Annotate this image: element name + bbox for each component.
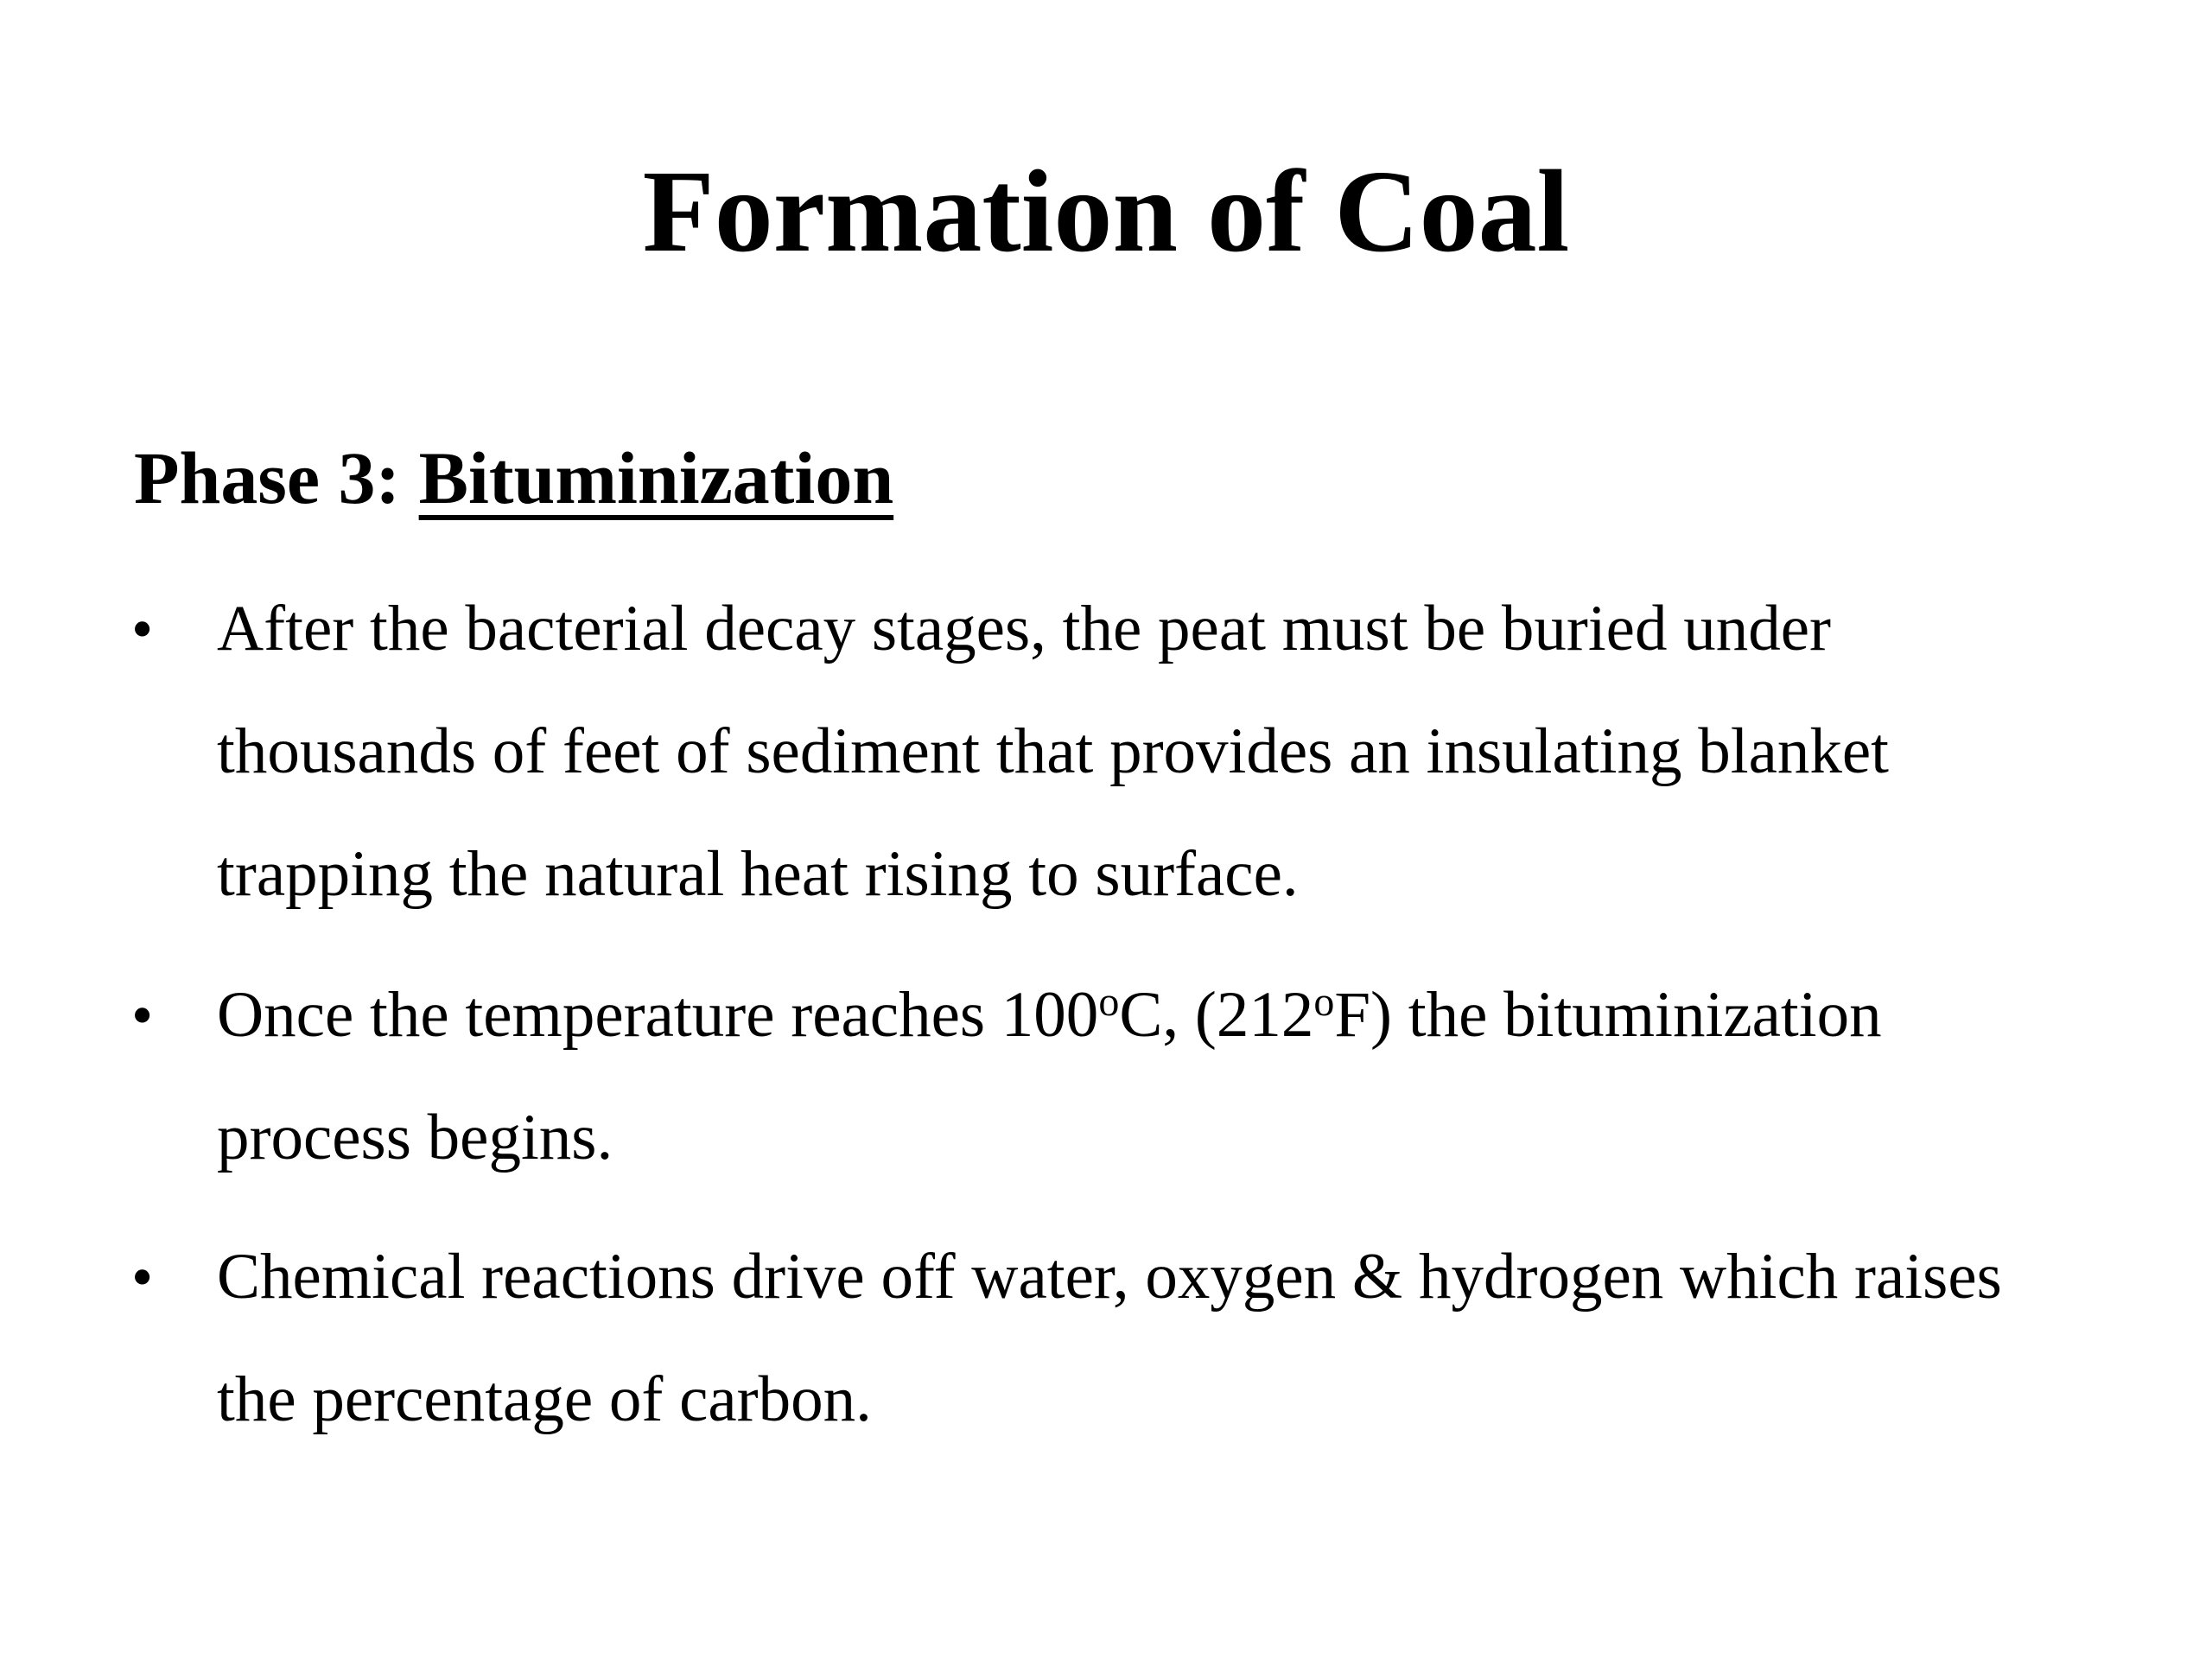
phase-prefix: Phase 3: [134, 436, 419, 519]
bullet-marker: • [131, 981, 154, 1050]
degree-symbol: o [1098, 979, 1120, 1025]
degree-symbol: o [1313, 979, 1335, 1025]
bullet-text-2 [217, 954, 2152, 1199]
bullet-2-line-2: process begins. [217, 1102, 613, 1173]
bullet-2-line-1 [217, 954, 2152, 1077]
temperature-text-b: C, (212 [1119, 979, 1314, 1051]
bullet-1-line-3: trapping the natural heat rising to surface. [217, 838, 1299, 910]
bullet-1-line-1: After the bacterial decay stages, the peat must be buried under [217, 593, 1831, 664]
phase-heading [134, 430, 893, 525]
slide-title: Formation of Coal [642, 147, 1570, 276]
bullet-marker: • [131, 594, 154, 664]
bullet-3-line-1: Chemical reactions drive off water, oxygen & hydrogen which raises [217, 1241, 2002, 1313]
temperature-text-a: Once the temperature reaches 100 [217, 979, 1099, 1051]
phase-name: Bituminization [418, 436, 894, 519]
bullet-3-line-2: the percentage of carbon. [217, 1363, 872, 1435]
bullet-text-3 [217, 1216, 2152, 1461]
bullet-text-1 [217, 568, 2152, 936]
bullet-marker: • [131, 1243, 154, 1312]
temperature-text-c: F) the bituminization [1334, 979, 1882, 1051]
bullet-1-line-2: thousands of feet of sediment that provides an insulating blanket [217, 715, 1889, 787]
